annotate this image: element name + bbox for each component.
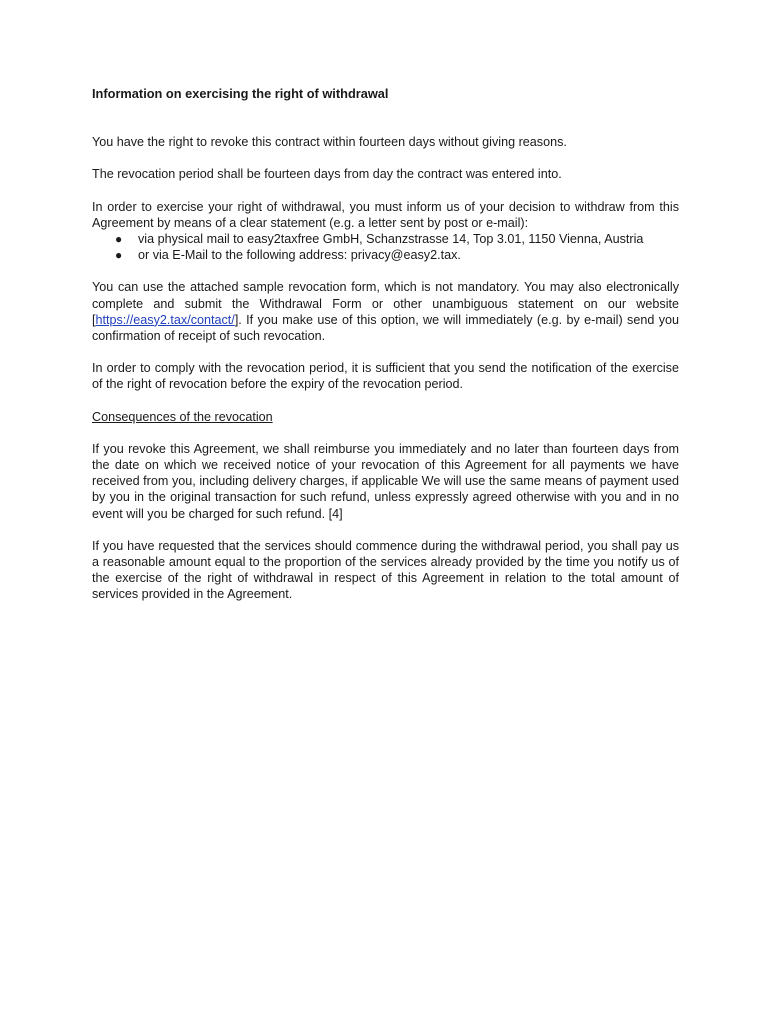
paragraph-exercise-intro: In order to exercise your right of withdrawal, you must inform us of your decision to withdraw from this Agreement by means of a clear statement (e.g. a letter sent by post or e-mail):	[92, 199, 679, 230]
document-page	[92, 86, 679, 619]
paragraph-services-payment: If you have requested that the services should commence during the withdrawal period, you shall pay us a reasonable amount equal to the proportion of the services already provided by the time you notify us of the exercise of the right of withdrawal in respect of this Agreement in relation to the total amount of services provided in the Agreement.	[92, 538, 679, 602]
list-item	[92, 231, 679, 247]
contact-page-link[interactable]: https://easy2.tax/contact/	[95, 312, 235, 327]
bullet-icon: ●	[115, 232, 123, 247]
paragraph-revocation-period: The revocation period shall be fourteen days from day the contract was entered into.	[92, 167, 562, 182]
sample-form-text-start: You can use the attached sample revocation form, which is not mandatory. You may also electronically complete and submit the Withdrawal Form or other unambiguous statement on our website [	[92, 280, 679, 327]
paragraph-sample-form	[92, 279, 679, 344]
list-item	[92, 247, 679, 263]
bullet-icon: ●	[115, 248, 123, 263]
paragraph-reimbursement: If you revoke this Agreement, we shall reimburse you immediately and no later than fourteen days from the date on which we received notice of your revocation of this Agreement for all payments we have received from you, including delivery charges, if applicable We will use the same means of payment used by you in the original transaction for such refund, unless expressly agreed otherwise with you and in no event will you be charged for such refund. [4]	[92, 441, 679, 521]
list-item-text: via physical mail to easy2taxfree GmbH, Schanzstrasse 14, Top 3.01, 1150 Vienna, Austria	[138, 232, 644, 247]
paragraph-comply-period: In order to comply with the revocation period, it is sufficient that you send the notification of the exercise of the right of revocation before the expiry of the revocation period.	[92, 361, 679, 392]
list-item-text: or via E-Mail to the following address: privacy@easy2.tax.	[138, 248, 461, 263]
section-heading-consequences: Consequences of the revocation	[92, 409, 273, 424]
sample-form-text-end: ]. If you make use of this option, we will immediately (e.g. by e-mail) send you confirmation of receipt of such revocation.	[92, 312, 679, 344]
withdrawal-methods-list	[92, 231, 679, 263]
document-title: Information on exercising the right of withdrawal	[92, 86, 389, 101]
paragraph-right-to-revoke: You have the right to revoke this contract within fourteen days without giving reasons.	[92, 135, 567, 150]
